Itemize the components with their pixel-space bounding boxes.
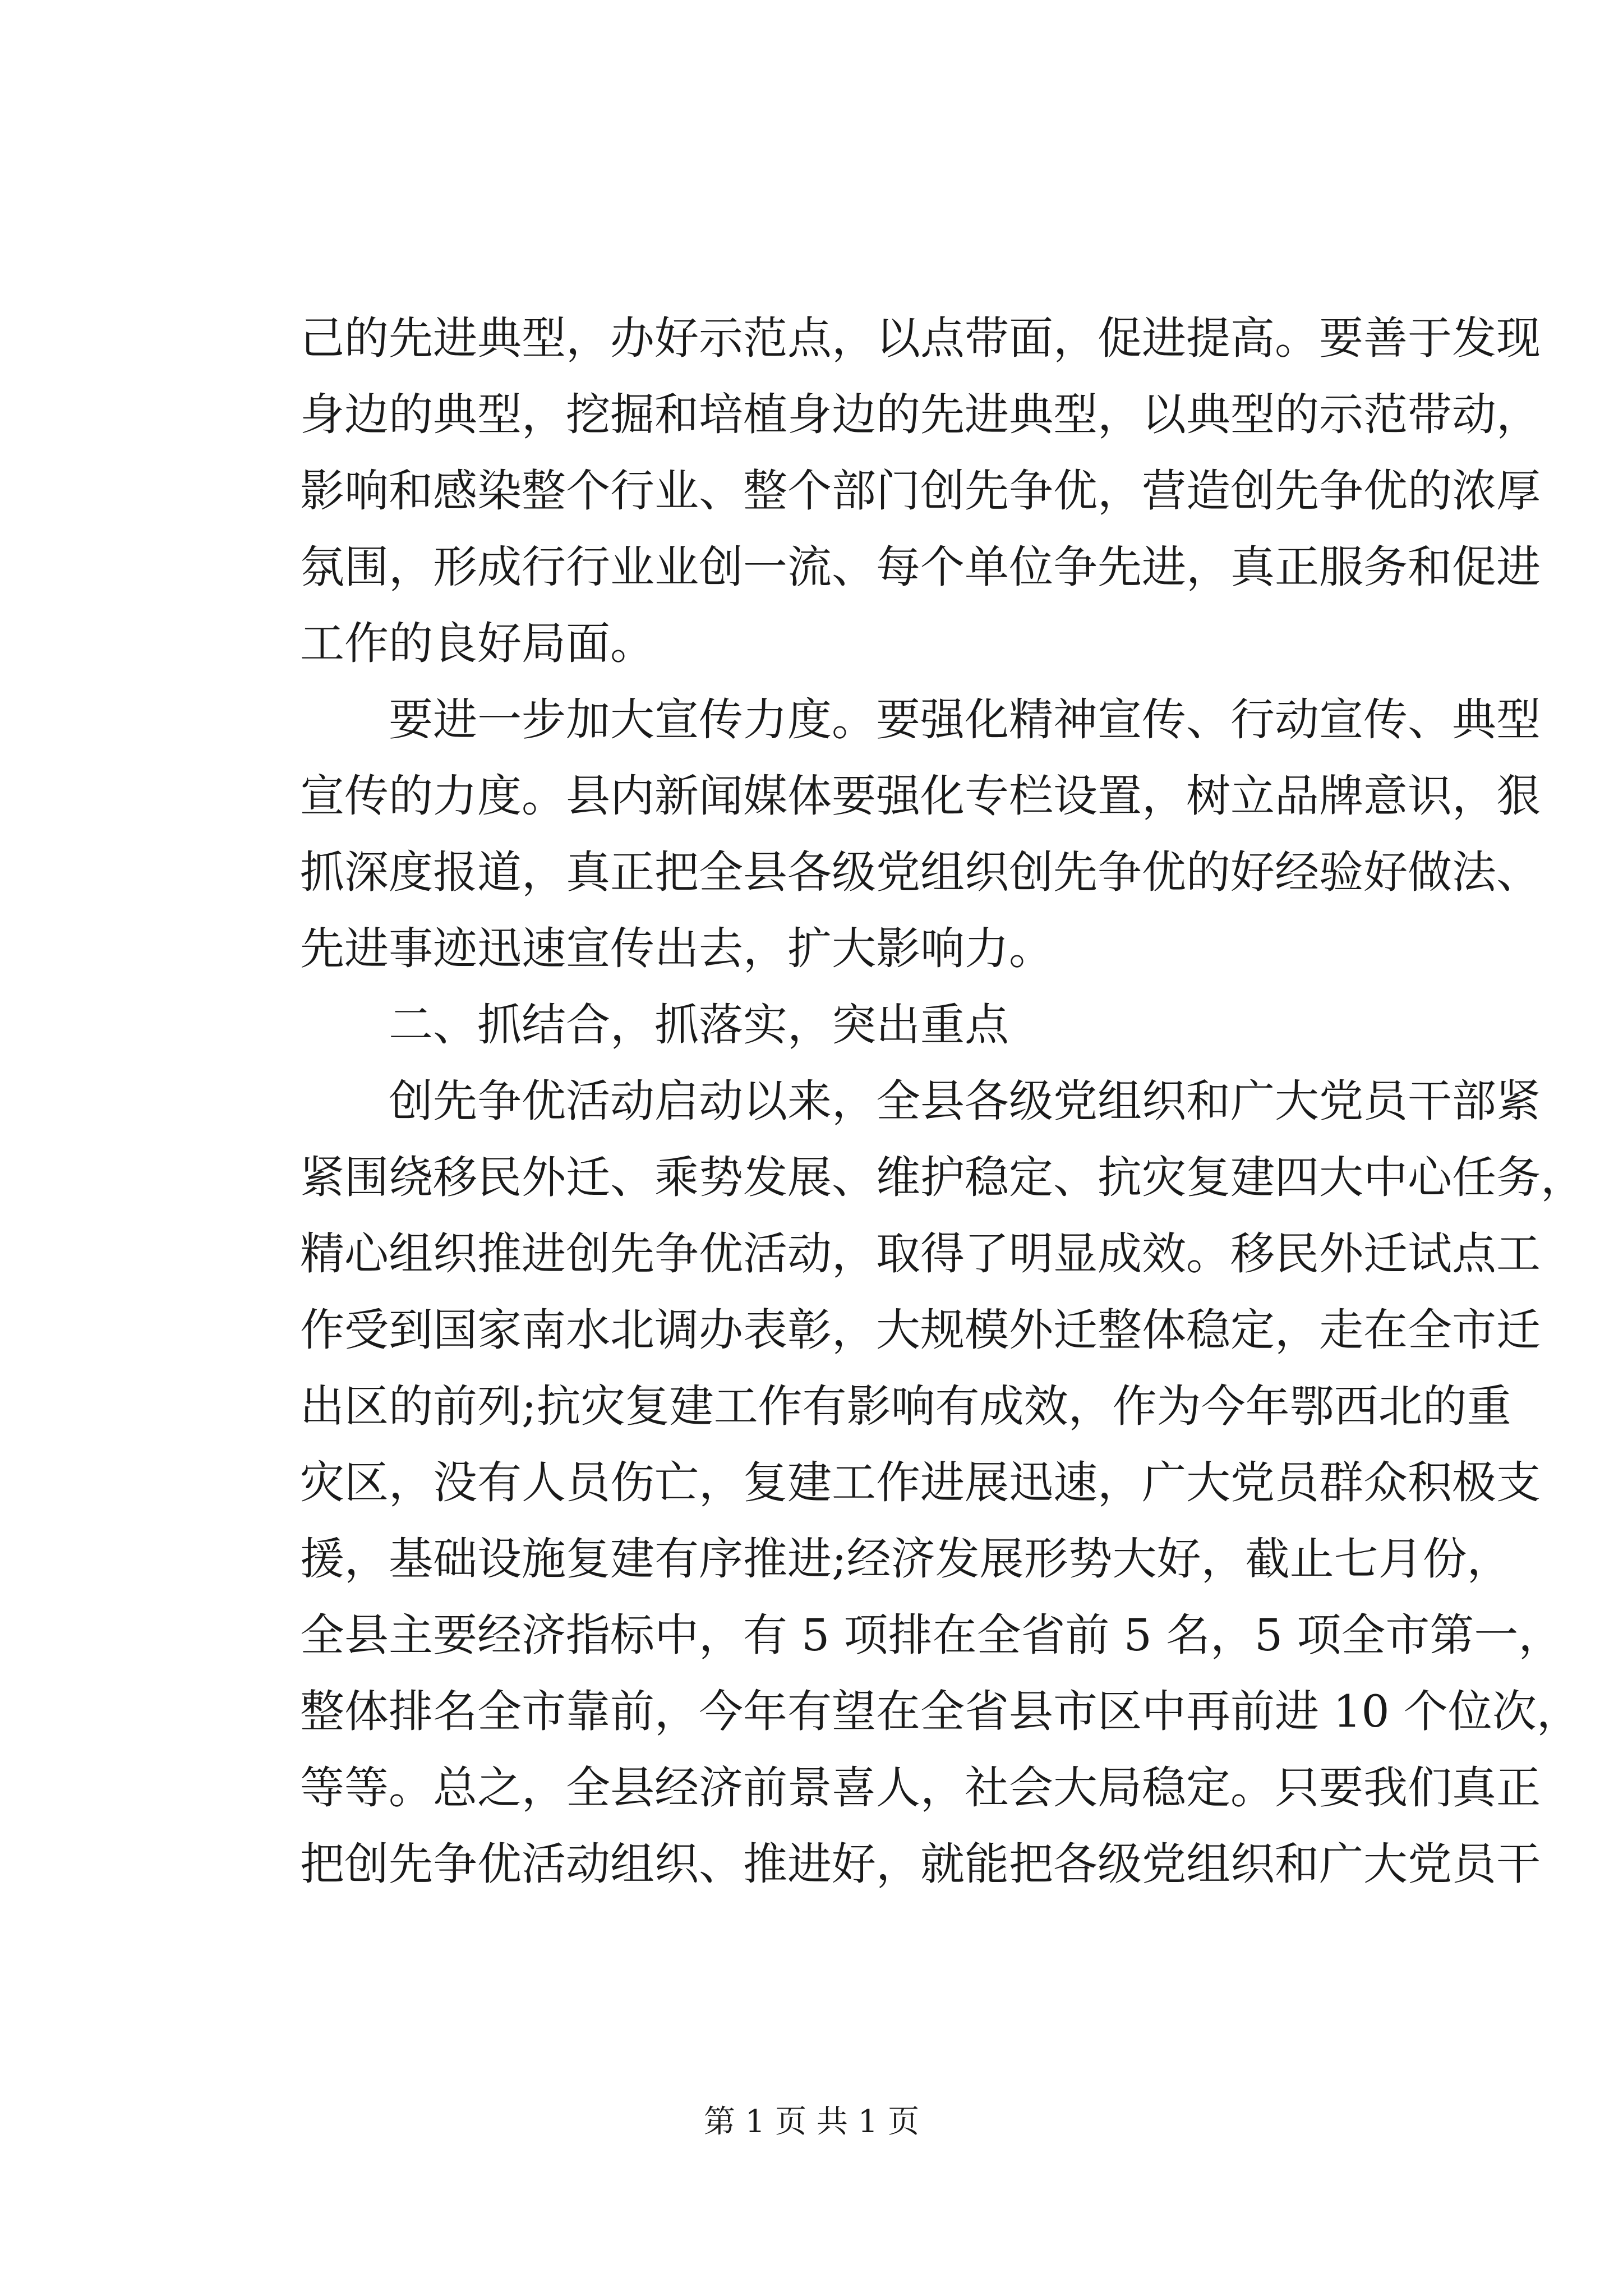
text-line: 出区的前列;抗灾复建工作有影响有成效，作为今年鄂西北的重 bbox=[300, 1381, 1511, 1432]
text-line: 创先争优活动启动以来，全县各级党组织和广大党员干部紧 bbox=[389, 1075, 1541, 1127]
text-line: 把创先争优活动组织、推进好，就能把各级党组织和广大党员干 bbox=[300, 1838, 1541, 1890]
text-line: 己的先进典型，办好示范点，以点带面，促进提高。要善于发现 bbox=[300, 312, 1541, 364]
page-footer: 第 1 页 共 1 页 bbox=[703, 2104, 920, 2140]
text-line: 灾区，没有人员伤亡，复建工作进展迅速，广大党员群众积极支 bbox=[300, 1457, 1541, 1508]
text-line: 影响和感染整个行业、整个部门创先争优，营造创先争优的浓厚 bbox=[300, 465, 1541, 517]
text-line: 援，基础设施复建有序推进;经济发展形势大好，截止七月份， bbox=[300, 1533, 1511, 1585]
text-line: 等等。总之，全县经济前景喜人，社会大局稳定。只要我们真正 bbox=[300, 1762, 1541, 1814]
text-line: 身边的典型，挖掘和培植身边的先进典型，以典型的示范带动， bbox=[300, 389, 1541, 440]
text-line: 抓深度报道，真正把全县各级党组织创先争优的好经验好做法、 bbox=[300, 846, 1541, 898]
text-line: 氛围，形成行行业业创一流、每个单位争先进，真正服务和促进 bbox=[300, 541, 1541, 593]
text-line: 工作的良好局面。 bbox=[300, 618, 654, 669]
text-line: 全县主要经济指标中，有 5 项排在全省前 5 名，5 项全市第一， bbox=[300, 1609, 1563, 1661]
text-line: 精心组织推进创先争优活动，取得了明显成效。移民外迁试点工 bbox=[300, 1228, 1541, 1280]
text-line: 作受到国家南水北调办表彰，大规模外迁整体稳定，走在全市迁 bbox=[300, 1304, 1541, 1356]
text-line: 宣传的力度。县内新闻媒体要强化专栏设置，树立品牌意识，狠 bbox=[300, 770, 1541, 822]
text-line: 整体排名全市靠前，今年有望在全省县市区中再前进 10 个位次， bbox=[300, 1686, 1581, 1737]
text-line: 紧围绕移民外迁、乘势发展、维护稳定、抗灾复建四大中心任务， bbox=[300, 1152, 1585, 1203]
document-body bbox=[300, 300, 1585, 1902]
text-line: 二、抓结合，抓落实，突出重点 bbox=[389, 999, 1009, 1051]
text-line: 要进一步加大宣传力度。要强化精神宣传、行动宣传、典型 bbox=[389, 694, 1541, 746]
text-line: 先进事迹迅速宣传出去，扩大影响力。 bbox=[300, 923, 1053, 974]
